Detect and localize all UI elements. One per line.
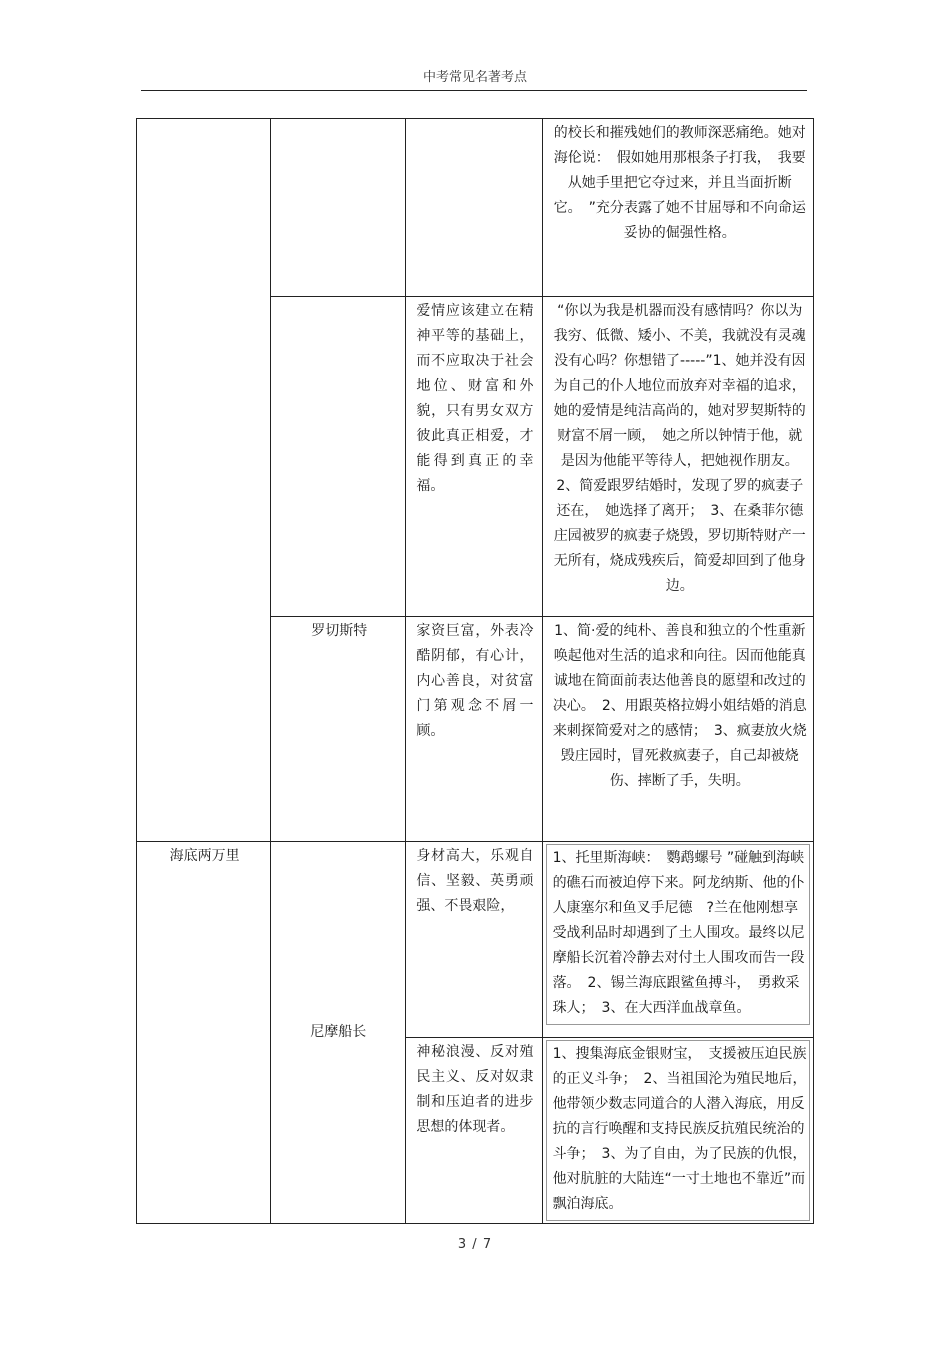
header-rule xyxy=(141,90,807,91)
events-text: “你以为我是机器而没有感情吗？你以为我穷、低微、矮小、不美，我就没有灵魂没有心吗？你想错了-----”1、她并没有因为自己的仆人地位而放弃对幸福的追求，她的爱情是纯洁高尚的，她对罗契斯特的财富不屑一顾， 她之所以钟情于他，就是因为他能平等待人，把她视作朋友。 2、简爱跟罗结婚时，发现了罗的疯妻子还在， 她选择了离开； 3、在桑菲尔德庄园被罗的疯妻子烧毁，罗切斯特财产一无所有，烧成残疾后，简爱却回到了他身边。 xyxy=(553,303,806,594)
table-row xyxy=(137,119,814,297)
events-cell xyxy=(542,119,813,297)
trait-text: 身材高大，乐观自信、坚毅、英勇顽强、不畏艰险， xyxy=(416,848,534,914)
events-cell xyxy=(542,842,813,1038)
trait-cell xyxy=(406,842,542,1038)
events-text: 1、托里斯海峡： 鹦鹉螺号 ”碰触到海峡的礁石而被迫停下来。阿龙纳斯、他的仆人康塞尔和鱼叉手尼德 ?兰在他刚想享受战利品时却遇到了土人围攻。最终以尼摩船长沉着冷静去对付土人围攻而告一段落。 2、锡兰海底跟鲨鱼搏斗， 勇救采珠人； 3、在大西洋血战章鱼。 xyxy=(552,850,805,1016)
character-name: 罗切斯特 xyxy=(311,623,368,639)
book-cell xyxy=(137,119,271,842)
trait-cell xyxy=(406,119,542,297)
events-cell xyxy=(542,297,813,617)
trait-cell xyxy=(406,297,542,617)
character-cell xyxy=(271,297,406,617)
character-cell xyxy=(271,119,406,297)
trait-text: 家资巨富，外表冷酷阴郁，有心计，内心善良，对贫富门第观念不屑一顾。 xyxy=(416,623,534,739)
character-cell xyxy=(271,842,406,1224)
page-header: 中考常见名著考点 xyxy=(422,70,527,85)
events-box xyxy=(546,844,810,1025)
events-text: 的校长和摧残她们的教师深恶痛绝。她对海伦说： 假如她用那根条子打我， 我要从她手里把它夺过来，并且当面折断它。 ”充分表露了她不甘屈辱和不向命运妥协的倔强性格。 xyxy=(553,125,806,241)
notes-table xyxy=(136,118,814,1224)
book-title: 海底两万里 xyxy=(169,848,240,864)
page-number: 3 / 7 xyxy=(457,1237,493,1252)
events-cell xyxy=(542,1038,813,1224)
events-cell xyxy=(542,617,813,842)
trait-text: 爱情应该建立在精神平等的基础上，而不应取决于社会地位、财富和外貌，只有男女双方彼此真正相爱，才能得到真正的幸福。 xyxy=(416,303,534,494)
book-cell xyxy=(137,842,271,1224)
events-box xyxy=(546,1040,810,1221)
trait-cell xyxy=(406,617,542,842)
events-text: 1、搜集海底金银财宝， 支援被压迫民族的正义斗争； 2、当祖国沦为殖民地后，他带领少数志同道合的人潜入海底，用反抗的言行唤醒和支持民族反抗殖民统治的斗争； 3、为了自由，为了民族的仇恨，他对肮脏的大陆连“一寸土地也不靠近”而飘泊海底。 xyxy=(552,1046,807,1212)
events-text: 1、简·爱的纯朴、善良和独立的个性重新唤起他对生活的追求和向往。因而他能真诚地在简面前表达他善良的愿望和改过的决心。 2、用跟英格拉姆小姐结婚的消息来刺探简爱对之的感情； 3、疯妻放火烧毁庄园时，冒死救疯妻子，自己却被烧伤、摔断了手，失明。 xyxy=(552,623,807,789)
trait-text: 神秘浪漫、反对殖民主义、反对奴隶制和压迫者的进步思想的体现者。 xyxy=(416,1044,534,1135)
trait-cell xyxy=(406,1038,542,1224)
character-cell xyxy=(271,617,406,842)
character-name: 尼摩船长 xyxy=(310,1024,367,1040)
table-row xyxy=(137,842,814,1038)
